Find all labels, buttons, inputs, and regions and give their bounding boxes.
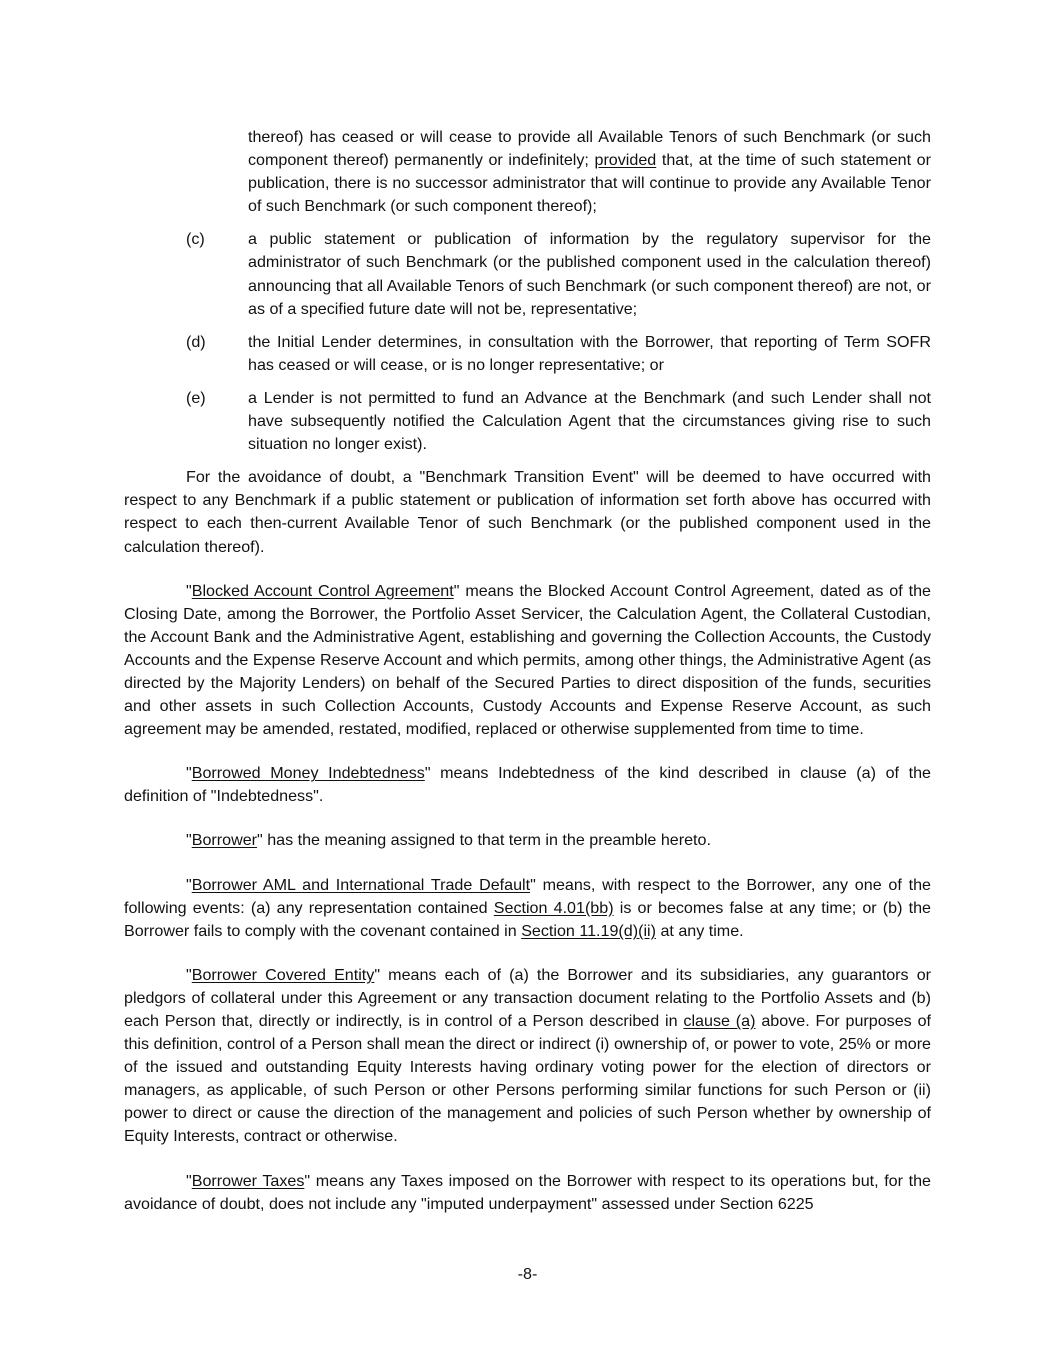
defined-term: Borrower AML and International Trade Default (191, 875, 531, 894)
list-item-d: (d) the Initial Lender determines, in consultation with the Borrower, that reporting of Term SOFR has ceased or will cease, or is no longer representative; or (186, 332, 931, 374)
list-item-e: (e) a Lender is not permitted to fund an Advance at the Benchmark (and such Lender shall not have subsequently notified the Calculation Agent that the circumstances giving rise to such situation no longer exist). (186, 388, 931, 454)
section-reference: Section 11.19(d)(ii) (521, 921, 656, 940)
defined-term: Borrowed Money Indebtedness (191, 764, 425, 783)
definition-borrower-covered-entity: "Borrower Covered Entity" means each of (a) the Borrower and its subsidiaries, any guarantors or pledgors of collateral under this Agreement or any transaction document relating to the Portfolio Assets and (b) each Person that, directly or indirectly, is in control of a Person described in clause (a) above. For purposes of this definition, control of a Person shall mean the direct or indirect (i) ownership of, or power to vote, 25% or more of the issued and outstanding Equity Interests having ordinary voting power for the election of directors or managers, as applicable, of such Person or other Persons performing similar functions for such Person or (ii) power to direct or cause the direction of the management and policies of such Person whether by ownership of Equity Interests, contract or otherwise. (124, 965, 932, 1146)
definition-borrower: "Borrower" has the meaning assigned to that term in the preamble hereto. (186, 831, 711, 850)
continuation-paragraph: thereof) has ceased or will cease to provide all Available Tenors of such Benchmark (or such component thereof) permanently or indefinitely; provided that, at the time of such statement or publication, there is no successor administrator that will continue to provide any Available Tenor of such Benchmark (or such component thereof); (248, 128, 931, 216)
defined-term: Borrower (191, 831, 258, 850)
definition-borrower-taxes: "Borrower Taxes" means any Taxes imposed on the Borrower with respect to its operations but, for the avoidance of doubt, does not include any "imputed underpayment" assessed under Section 6225 (124, 1171, 931, 1213)
definition-borrowed-money-indebtedness: "Borrowed Money Indebtedness" means Indebtedness of the kind described in clause (a) of the definition of "Indebtedness". (124, 764, 931, 806)
provided-term: provided (594, 151, 657, 170)
clause-reference: clause (a) (683, 1012, 756, 1030)
page-number: -8- (517, 1265, 538, 1283)
definition-borrower-aml-default: "Borrower AML and International Trade Default" means, with respect to the Borrower, any one of the following events: (a) any representation contained Section 4.01(bb) is or becomes false at any time; or (b) the Borrower fails to comply with the covenant contained in Section 11.19(d)(ii) at any time. (124, 875, 931, 940)
defined-term: Borrower Covered Entity (191, 965, 375, 984)
section-reference: Section 4.01(bb) (493, 898, 614, 917)
avoidance-paragraph: For the avoidance of doubt, a "Benchmark Transition Event" will be deemed to have occurred with respect to any Benchmark if a public statement or publication of information set forth above has occurred with respect to each then-current Available Tenor of such Benchmark (or the published component used in the calculation thereof). (124, 468, 931, 556)
document-page (124, 126, 931, 1216)
definition-blocked-account-control-agreement: "Blocked Account Control Agreement" means the Blocked Account Control Agreement, dated as of the Closing Date, among the Borrower, the Portfolio Asset Servicer, the Calculation Agent, the Collateral Custodian, the Account Bank and the Administrative Agent, establishing and governing the Collection Accounts, the Custody Accounts and the Expense Reserve Account and which permits, among other things, the Administrative Agent (as directed by the Majority Lenders) on behalf of the Secured Parties to direct disposition of the funds, securities and other assets in such Collection Accounts, Custody Accounts and Expense Reserve Account, as such agreement may be amended, restated, modified, replaced or otherwise supplemented from time to time. (124, 581, 931, 739)
list-item-c: (c) a public statement or publication of information by the regulatory supervisor for the administrator of such Benchmark (or the published component used in the calculation thereof) announcing that all Available Tenors of such Benchmark (or such component thereof) are not, or as of a specified future date will not be, representative; (186, 230, 931, 318)
defined-term: Blocked Account Control Agreement (191, 581, 454, 600)
defined-term: Borrower Taxes (191, 1171, 305, 1190)
